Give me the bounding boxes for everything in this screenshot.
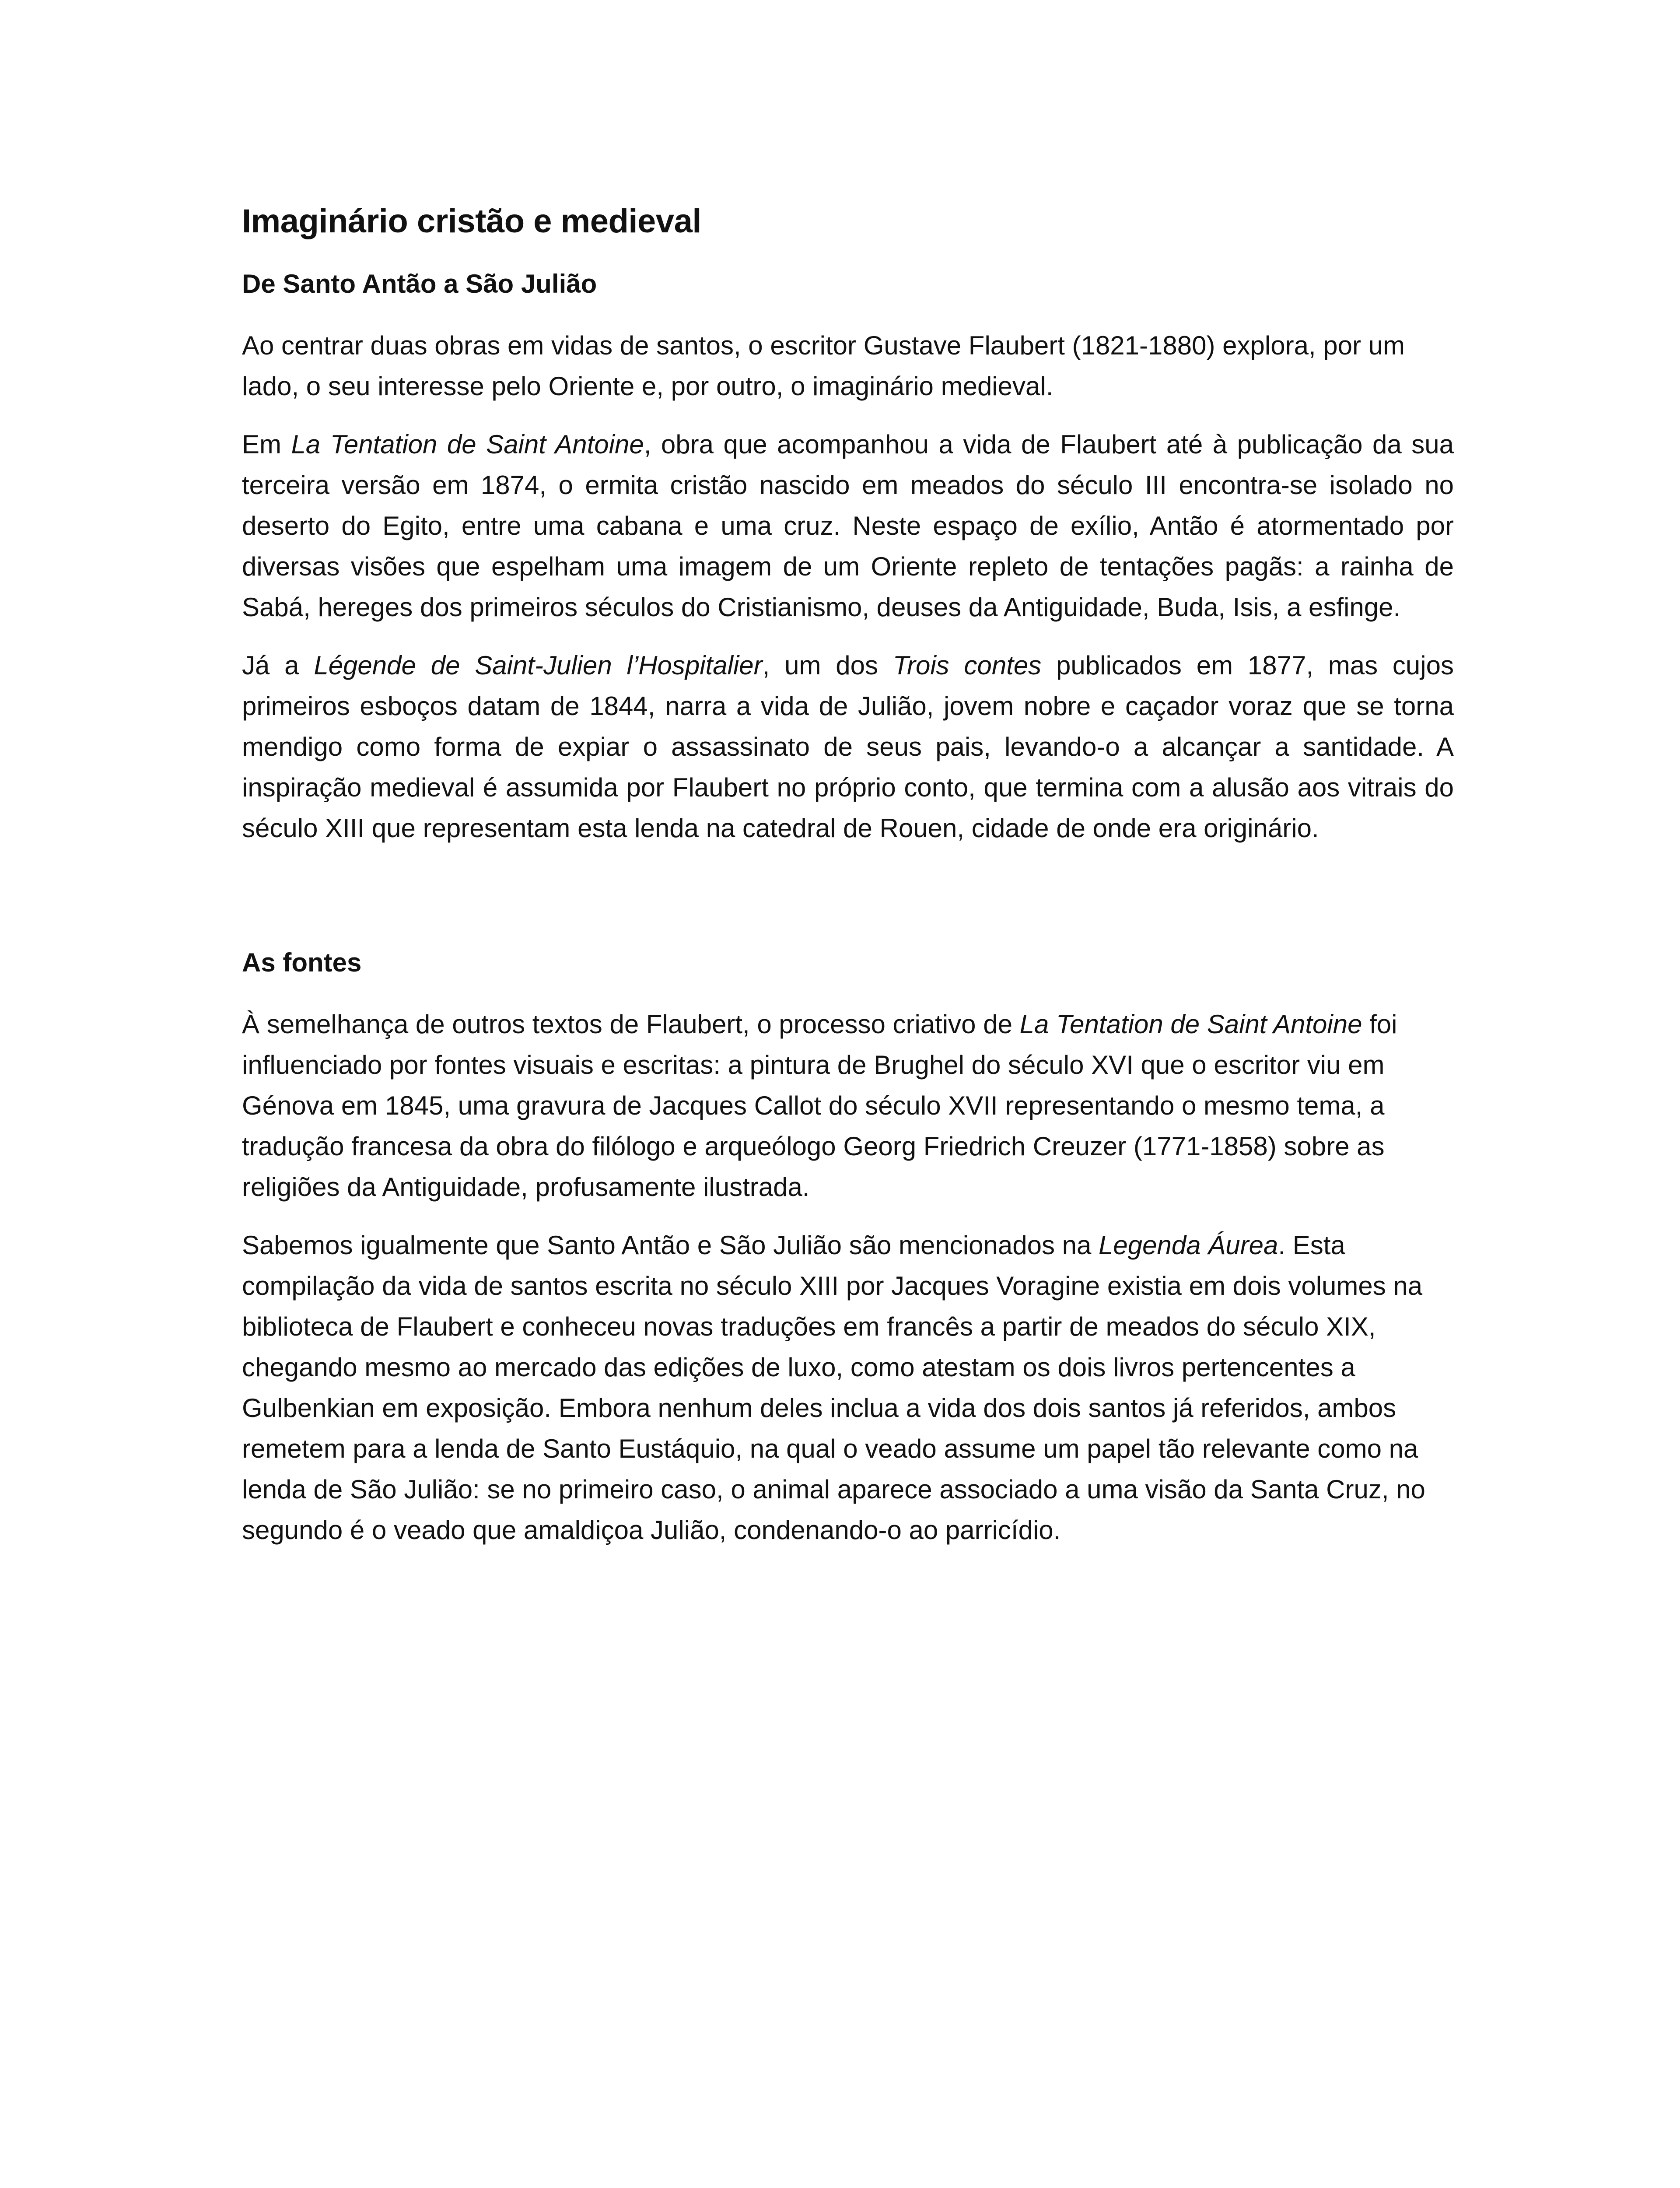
paragraph-tentation	[242, 424, 1454, 628]
text-run: foi influenciado por fontes visuais e escritas: a pintura de Brughel do século XVI que o escritor viu em Génova em 1845, uma gravura de Jacques Callot do século XVII representando o mesmo tema, a tradução francesa da obra do filólogo e arqueólogo Georg Friedrich Creuzer (1771-1858) sobre as religiões da Antiguidade, profusamente ilustrada.	[242, 1010, 1397, 1202]
paragraph-intro: Ao centrar duas obras em vidas de santos, o escritor Gustave Flaubert (1821-1880) explora, por um lado, o seu interesse pelo Oriente e, por outro, o imaginário medieval.	[242, 331, 1405, 401]
italic-title: La Tentation de Saint Antoine	[291, 430, 644, 459]
section-heading-fontes: As fontes	[242, 948, 362, 978]
paragraph-saint-julien	[242, 645, 1454, 849]
document-page	[242, 201, 1454, 1568]
text-run: , obra que acompanhou a vida de Flaubert até à publicação da sua terceira versão em 1874, o ermita cristão nascido em meados do século III encontra-se isolado no deserto do Egito, entre uma cabana e uma cruz. Neste espaço de exílio, Antão é atormentado por diversas visões que espelham uma imagem de um Oriente repleto de tentações pagãs: a rainha de Sabá, hereges dos primeiros séculos do Cristianismo, deuses da Antiguidade, Buda, Isis, a esfinge.	[242, 430, 1454, 622]
italic-title: Légende de Saint-Julien l’Hospitalier	[314, 651, 763, 680]
italic-title: La Tentation de Saint Antoine	[1019, 1010, 1362, 1039]
paragraph-sources	[242, 1004, 1454, 1207]
text-run: . Esta compilação da vida de santos escrita no século XIII por Jacques Voragine existia em dois volumes na biblioteca de Flaubert e conheceu novas traduções em francês a partir de meados do século XIX, chegando mesmo ao mercado das edições de luxo, como atestam os dois livros pertencentes a Gulbenkian em exposição. Embora nenhum deles inclua a vida dos dois santos já referidos, ambos remetem para a lenda de Santo Eustáquio, na qual o veado assume um papel tão relevante como na lenda de São Julião: se no primeiro caso, o animal aparece associado a uma visão da Santa Cruz, no segundo é o veado que amaldiçoa Julião, condenando-o ao parricídio.	[242, 1231, 1425, 1545]
text-run: publicados em 1877, mas cujos primeiros esboços datam de 1844, narra a vida de Julião, jovem nobre e caçador voraz que se torna mendigo como forma de expiar o assassinato de seus pais, levando-o a alcançar a santidade. A inspiração medieval é assumida por Flaubert no próprio conto, que termina com a alusão aos vitrais do século XIII que representam esta lenda na catedral de Rouen, cidade de onde era originário.	[242, 651, 1454, 843]
text-run: , um dos	[762, 651, 893, 680]
italic-title: Legenda Áurea	[1099, 1231, 1278, 1260]
section-heading-santo-antao: De Santo Antão a São Julião	[242, 269, 597, 299]
text-run: Sabemos igualmente que Santo Antão e São Julião são mencionados na	[242, 1231, 1099, 1260]
text-run: À semelhança de outros textos de Flaubert, o processo criativo de	[242, 1010, 1020, 1039]
text-run: Em	[242, 430, 291, 459]
paragraph-legenda-aurea	[242, 1225, 1454, 1550]
section-spacer	[242, 866, 1454, 947]
italic-title: Trois contes	[892, 651, 1042, 680]
document-title: Imaginário cristão e medieval	[242, 203, 701, 240]
text-run: Já a	[242, 651, 314, 680]
